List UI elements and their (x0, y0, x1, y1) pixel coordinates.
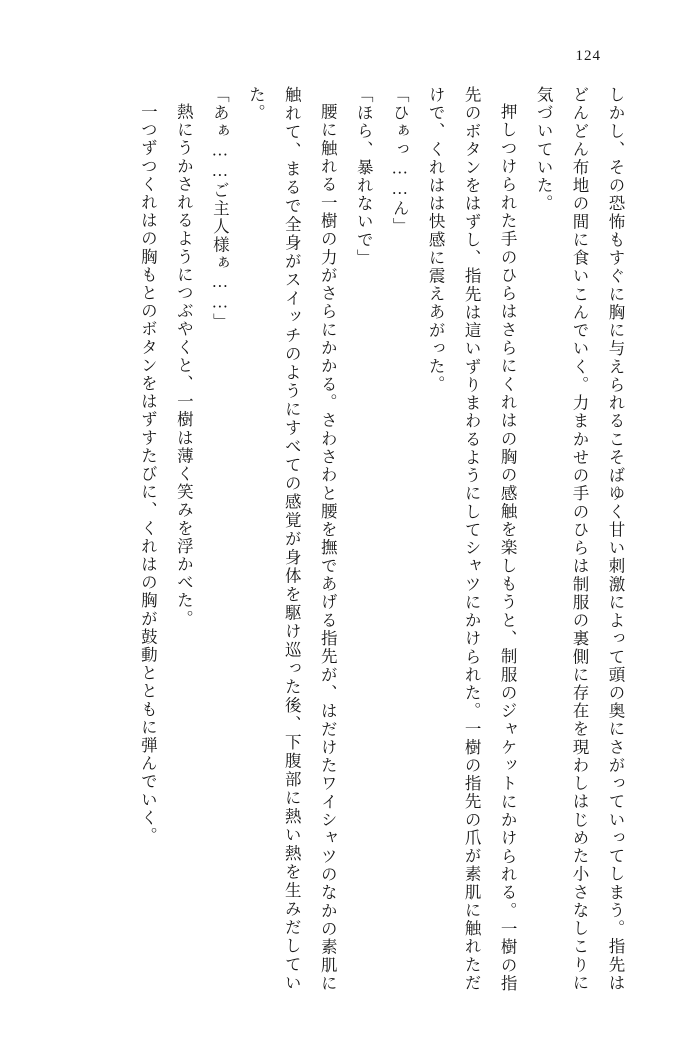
page-number: 124 (575, 48, 601, 64)
paragraph: 熱にうかされるようにつぶやくと、一樹は薄く笑みを浮かべた。 (174, 102, 194, 628)
dialogue-line: 「あぁ……ご主人様ぁ……」 (210, 86, 230, 332)
dialogue-line: 「ほら、暴れないで」 (354, 86, 374, 267)
dialogue-line: 「ひぁっ……ん」 (390, 86, 410, 236)
paragraph: 押しつけられた手のひらはさらにくれはの胸の感触を楽しもうと、制服のジャケットにかけられる。一樹の指先のボタンをはずし、指先は這いずりまわるようにしてシャツにかけられた。一樹の指先の爪が素肌に触れただけで、くれはは快感に震えあがった。 (426, 86, 518, 992)
paragraph: 腰に触れる一樹の力がさらにかかる。さわさわと腰を撫であげる指先が、はだけたワイシャツのなかの素肌に触れて、まるで全身がスイッチのようにすべての感覚が身体を駆け巡った後、下腹部に熱い熱を生みだしていた。 (246, 86, 338, 992)
paragraph: 一つずつくれはの胸もとのボタンをはずすたびに、くれはの胸が鼓動とともに弾んでいく。 (138, 102, 158, 845)
paragraph: しかし、その恐怖もすぐに胸に与えられるこそばゆく甘い刺激によって頭の奥にさがっていってしまう。指先はどんどん布地の間に食いこんでいく。力まかせの手のひらは制服の裏側に存在を現わしはじめた小さなしこりに気づいていた。 (534, 86, 625, 992)
page-body-text (60, 86, 633, 992)
